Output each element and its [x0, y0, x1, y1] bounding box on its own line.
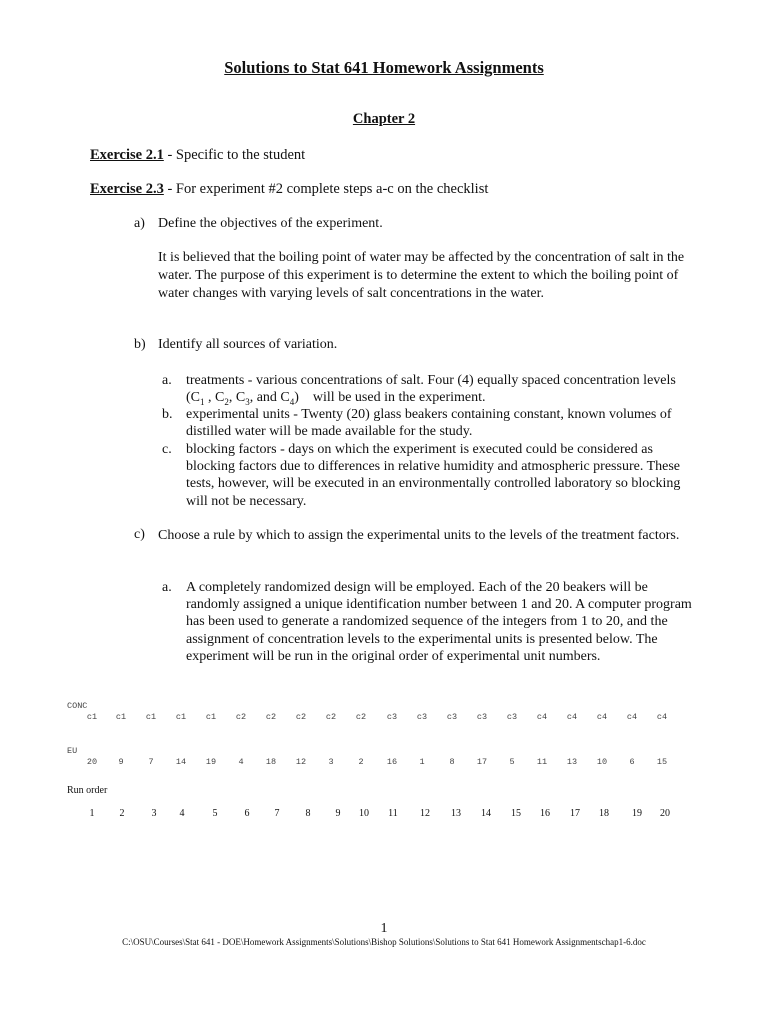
- table-cell: c1: [145, 712, 157, 722]
- table-cell: c2: [325, 712, 337, 722]
- table-cell: 9: [335, 808, 341, 819]
- table-cell: 11: [536, 757, 548, 767]
- step-c-label: c): [134, 527, 145, 542]
- table-cell: 15: [656, 757, 668, 767]
- step-b: [134, 337, 337, 353]
- table-cell: c3: [506, 712, 518, 722]
- conc-row: [0, 712, 768, 726]
- table-cell: c4: [656, 712, 668, 722]
- list-item-text: experimental units - Twenty (20) glass beakers containing constant, known volumes of distilled water will be made available for the study.: [186, 407, 672, 440]
- table-cell: c2: [235, 712, 247, 722]
- table-cell: 20: [86, 757, 98, 767]
- step-b-label: b): [134, 337, 146, 352]
- exercise-2-1-label: Exercise 2.1: [90, 147, 164, 163]
- table-cell: 6: [629, 757, 635, 767]
- table-cell: c4: [536, 712, 548, 722]
- step-c: [134, 527, 694, 545]
- table-cell: 9: [118, 757, 124, 767]
- table-cell: 17: [476, 757, 488, 767]
- table-cell: 8: [305, 808, 311, 819]
- table-cell: 19: [205, 757, 217, 767]
- table-cell: 3: [328, 757, 334, 767]
- table-cell: 14: [175, 757, 187, 767]
- table-cell: 18: [265, 757, 277, 767]
- table-cell: c2: [295, 712, 307, 722]
- run-row: [0, 808, 768, 822]
- table-cell: c1: [86, 712, 98, 722]
- step-c-heading: Choose a rule by which to assign the experimental units to the levels of the treatment factors.: [158, 528, 680, 543]
- table-cell: 3: [151, 808, 157, 819]
- step-b-heading: Identify all sources of variation.: [158, 337, 338, 352]
- exercise-2-3: [90, 181, 488, 198]
- table-cell: 13: [566, 757, 578, 767]
- table-cell: c2: [265, 712, 277, 722]
- step-a-paragraph: It is believed that the boiling point of water may be affected by the concentration of salt in the water. The purpose of this experiment is to determine the extent to which the boiling point of water changes with varying levels of salt concentrations in the water.: [158, 250, 685, 301]
- document-title: Solutions to Stat 641 Homework Assignments: [224, 58, 544, 77]
- table-cell: c3: [476, 712, 488, 722]
- table-cell: 2: [358, 757, 364, 767]
- table-cell: c3: [416, 712, 428, 722]
- table-cell: 14: [481, 808, 491, 819]
- list-item-text: blocking factors - days on which the experiment is executed could be considered as blocking factors due to differences in relative humidity and atmospheric pressure. These tests, however, will be executed in an environmentally controlled laboratory so blocking will not be necessary.: [186, 442, 681, 509]
- table-cell: c1: [175, 712, 187, 722]
- exercise-2-3-text: - For experiment #2 complete steps a-c on the checklist: [163, 181, 489, 197]
- table-cell: 12: [420, 808, 430, 819]
- table-cell: 13: [451, 808, 461, 819]
- step-a: [134, 216, 383, 232]
- exercise-2-1-text: - Specific to the student: [163, 147, 306, 163]
- table-cell: c4: [566, 712, 578, 722]
- step-c-item-a: [162, 579, 692, 665]
- eu-row: [0, 757, 768, 771]
- table-cell: c3: [386, 712, 398, 722]
- eu-label: EU: [67, 746, 78, 756]
- table-cell: 5: [509, 757, 515, 767]
- table-cell: 1: [89, 808, 95, 819]
- table-cell: 16: [540, 808, 550, 819]
- table-cell: 4: [238, 757, 244, 767]
- table-cell: 11: [388, 808, 398, 819]
- list-item-text: treatments - various concentrations of salt. Four (4) equally spaced concentration levels ($C_1$ , $C_2$, $C_3$, and $C_4$) will be used in the experiment.: [186, 373, 676, 407]
- table-cell: 1: [419, 757, 425, 767]
- step-b-item-a: [162, 372, 692, 406]
- table-cell: c2: [355, 712, 367, 722]
- conc-label: CONC: [67, 701, 88, 711]
- table-cell: 18: [599, 808, 609, 819]
- step-a-heading: Define the objectives of the experiment.: [158, 216, 383, 231]
- table-cell: 15: [511, 808, 521, 819]
- table-cell: 10: [596, 757, 608, 767]
- table-cell: 19: [632, 808, 642, 819]
- step-b-item-c: [162, 441, 692, 510]
- run-order-label: Run order: [67, 785, 108, 796]
- table-cell: c3: [446, 712, 458, 722]
- exercise-2-3-label: Exercise 2.3: [90, 181, 164, 197]
- exercise-2-1: [90, 147, 305, 164]
- table-cell: c4: [626, 712, 638, 722]
- table-cell: 7: [274, 808, 280, 819]
- chapter-heading: Chapter 2: [352, 111, 416, 127]
- table-cell: c1: [205, 712, 217, 722]
- table-cell: 6: [244, 808, 250, 819]
- table-cell: 8: [449, 757, 455, 767]
- table-cell: 12: [295, 757, 307, 767]
- table-cell: 4: [179, 808, 185, 819]
- page-number: 1: [380, 921, 388, 936]
- list-item-label: a.: [162, 580, 172, 595]
- list-item-label: a.: [162, 373, 172, 388]
- table-cell: 17: [570, 808, 580, 819]
- list-item-text: A completely randomized design will be employed. Each of the 20 beakers will be randomly assigned a unique identification number between 1 and 20. A computer program has been used to generate a randomized sequence of the integers from 1 to 20, and the assignment of concentration levels to the experimental units is presented below. The experiment will be run in the original order of experimental unit numbers.: [186, 580, 692, 664]
- footer-path: C:\OSU\Courses\Stat 641 - DOE\Homework Assignments\Solutions\Bishop Solutions\Solutions to Stat 641 Homework Assignmentschap1-6.doc: [122, 937, 646, 947]
- table-cell: 10: [359, 808, 369, 819]
- table-cell: 5: [212, 808, 218, 819]
- list-item-label: b.: [162, 407, 173, 422]
- table-cell: 20: [660, 808, 670, 819]
- table-cell: 7: [148, 757, 154, 767]
- table-cell: 2: [119, 808, 125, 819]
- table-cell: 16: [386, 757, 398, 767]
- table-cell: c4: [596, 712, 608, 722]
- step-a-label: a): [134, 216, 145, 231]
- table-cell: c1: [115, 712, 127, 722]
- list-item-label: c.: [162, 442, 172, 457]
- step-b-item-b: [162, 406, 692, 440]
